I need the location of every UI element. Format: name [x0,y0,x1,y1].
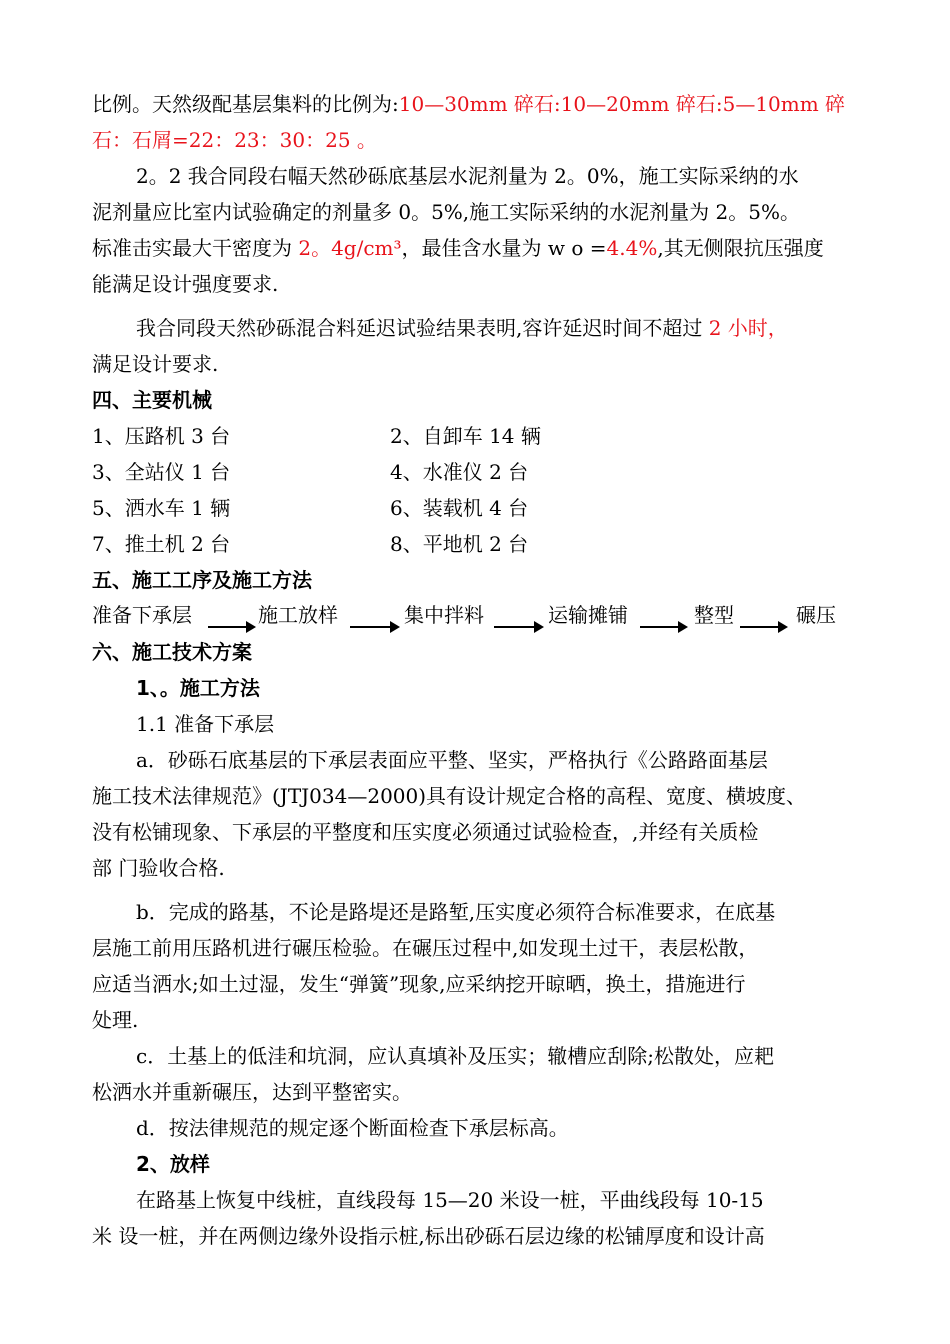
machine-item: 5、洒水车 1 辆 [92,496,231,520]
paragraph-line: 能满足设计强度要求. [92,272,279,296]
paragraph-line: b．完成的路基，不论是路堤还是路堑,压实度必须符合标准要求，在底基 [136,900,776,924]
paragraph-line: 没有松铺现象、下承层的平整度和压实度必须通过试验检查，,并经有关质检 [92,820,759,844]
machine-item: 7、推土机 2 台 [92,532,231,556]
paragraph-line: 2。2 我合同段右幅天然砂砾底基层水泥剂量为 2。0%，施工实际采纳的水 [136,164,799,188]
paragraph-line: 泥剂量应比室内试验确定的剂量多 0。5%,施工实际采纳的水泥剂量为 2。5%。 [92,200,800,224]
text-span: 我合同段天然砂砾混合料延迟试验结果表明,容许延迟时间不超过 [136,316,709,340]
section-heading: 六、施工技术方案 [92,640,252,664]
flow-step: 整型 [694,603,734,627]
paragraph-line: 在路基上恢复中线桩，直线段每 15—20 米设一桩，平曲线段每 10-15 [136,1188,764,1212]
flow-step: 碾压 [796,603,836,627]
text-span: 比例。天然级配基层集料的比例为: [92,92,399,116]
machine-item: 1、压路机 3 台 [92,424,231,448]
flow-arrow-icon [640,626,686,628]
paragraph-line: 层施工前用压路机进行碾压检验。在碾压过程中,如发现土过干，表层松散， [92,936,759,960]
highlight-text: 10—30mm 碎石:10—20mm 碎石:5—10mm 碎 [398,92,846,116]
text-span: ，最佳含水量为 w o = [401,236,607,260]
flow-arrow-icon [350,626,398,628]
paragraph-line: d．按法律规范的规定逐个断面检查下承层标高。 [136,1116,569,1140]
section-heading: 五、施工工序及施工方法 [92,568,312,592]
section-heading: 四、主要机械 [92,388,212,412]
flow-arrow-icon [494,626,542,628]
machine-item: 4、水准仪 2 台 [390,460,529,484]
flow-arrow-icon [208,626,254,628]
flow-step: 运输摊铺 [548,603,628,627]
highlight-text: 2 小时， [708,316,788,340]
machine-item: 6、装载机 4 台 [390,496,529,520]
paragraph-line: 部 门验收合格. [92,856,225,880]
paragraph-line [92,234,824,262]
flow-arrow-icon [740,626,786,628]
machine-item: 3、全站仪 1 台 [92,460,231,484]
paragraph-line: c．土基上的低洼和坑洞，应认真填补及压实；辙槽应刮除;松散处，应耙 [136,1044,774,1068]
paragraph-line [92,90,845,118]
machine-item: 8、平地机 2 台 [390,532,529,556]
process-flow [92,601,872,631]
text-span: 标准击实最大干密度为 [92,236,299,260]
highlight-text: 4.4% [606,236,658,260]
flow-step: 集中拌料 [404,603,484,627]
flow-step: 施工放样 [258,603,338,627]
paragraph-line [136,314,788,342]
paragraph-line: 松洒水并重新碾压，达到平整密实。 [92,1080,412,1104]
subsection-heading: 1、。施工方法 [136,676,260,700]
flow-step: 准备下承层 [92,603,192,627]
paragraph-line: 应适当洒水;如土过湿，发生“弹簧”现象,应采纳挖开晾晒，换土，措施进行 [92,972,746,996]
highlight-text: 2。4g/cm³ [298,236,402,260]
paragraph-line: a．砂砾石底基层的下承层表面应平整、坚实，严格执行《公路路面基层 [136,748,768,772]
subsection-title: 1.1 准备下承层 [136,712,275,736]
paragraph-line: 施工技术法律规范》(JTJ034—2000)具有设计规定合格的高程、宽度、横坡度、 [92,784,807,808]
machine-item: 2、自卸车 14 辆 [390,424,541,448]
text-span: ,其无侧限抗压强度 [657,236,824,260]
paragraph-line-highlight: 石：石屑=22：23：30：25 。 [92,128,377,152]
paragraph-line: 米 设一桩，并在两侧边缘外设指示桩,标出砂砾石层边缘的松铺厚度和设计高 [92,1224,765,1248]
paragraph-line: 满足设计要求. [92,352,219,376]
subsection-heading: 2、放样 [136,1152,210,1176]
paragraph-line: 处理. [92,1008,139,1032]
